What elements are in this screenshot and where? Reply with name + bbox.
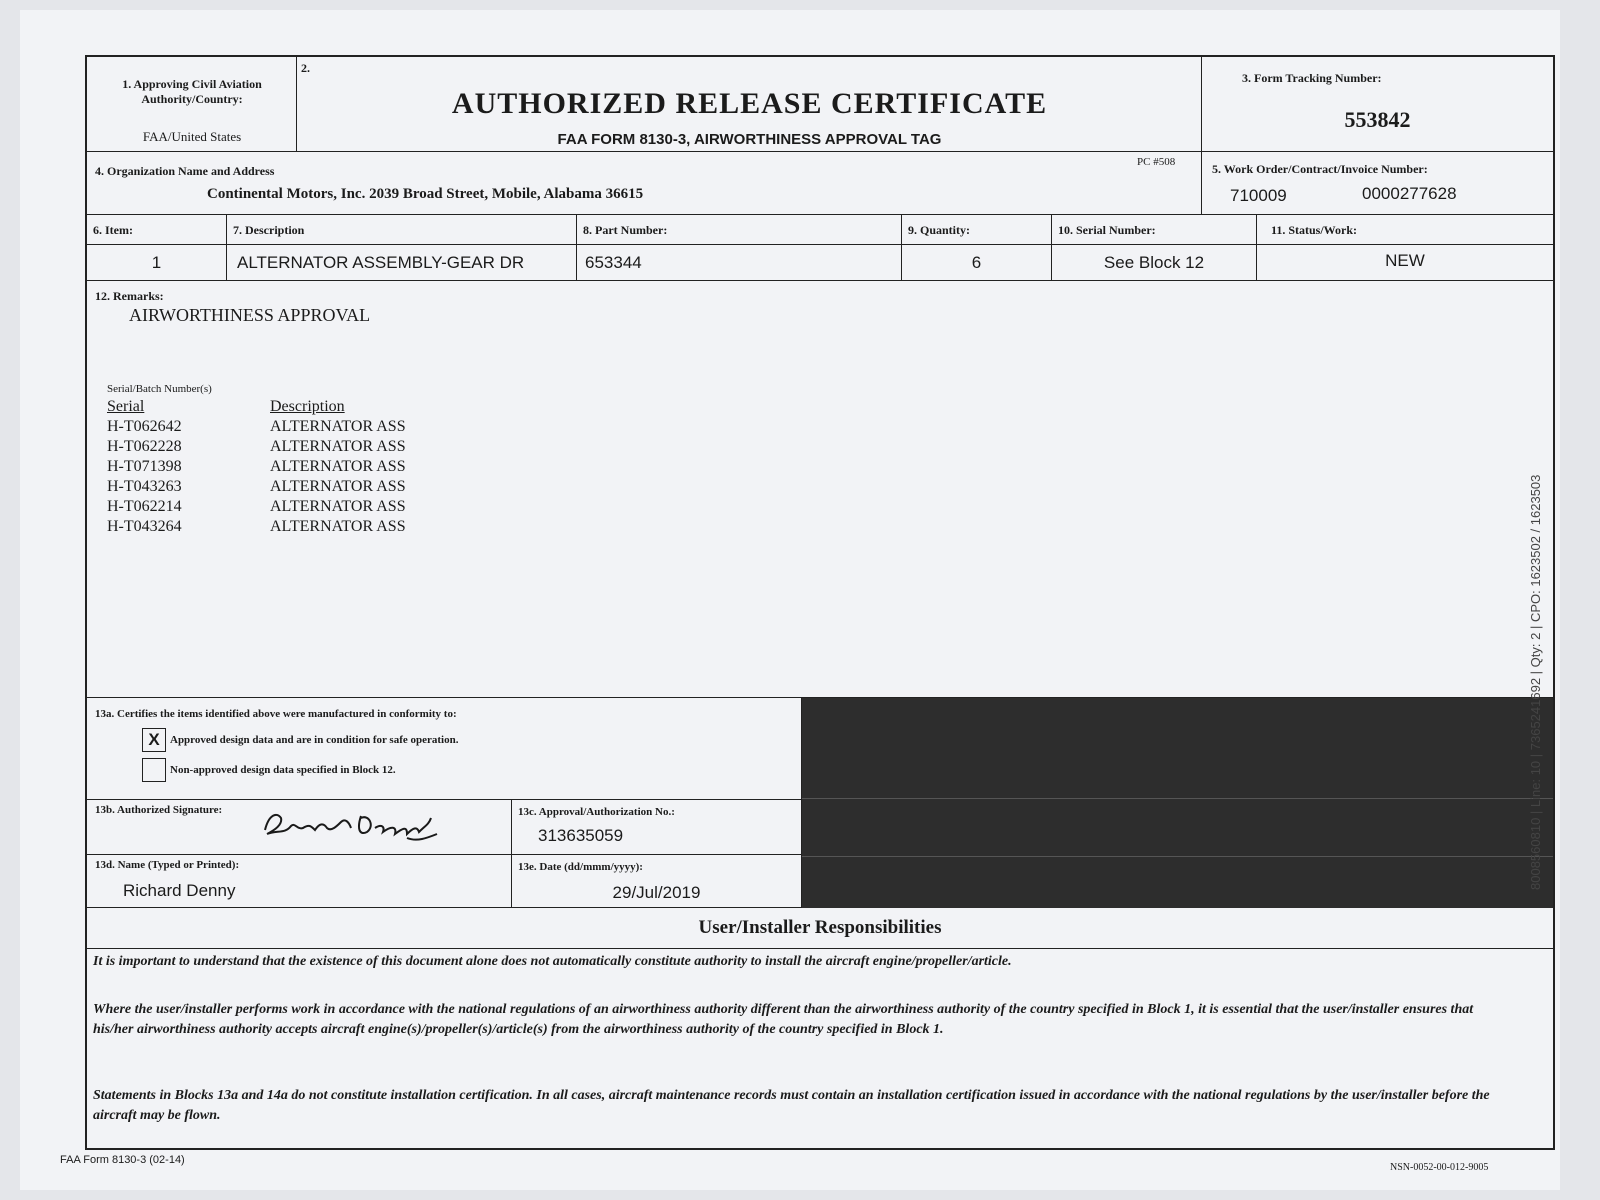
block-4-label: 4. Organization Name and Address	[95, 164, 275, 178]
list-item-serial: H-T071398	[107, 458, 182, 475]
part-number: 653344	[585, 253, 642, 272]
block-13a-label: 13a. Certifies the items identified above were manufactured in conformity to:	[95, 708, 457, 720]
serial-column-header: Serial	[107, 398, 145, 415]
description-header	[227, 215, 577, 244]
redacted-line	[802, 856, 1553, 857]
approving-authority: FAA/United States	[142, 129, 242, 144]
block-13b	[87, 800, 512, 854]
item-row	[87, 245, 1553, 281]
description-column-header: Description	[270, 398, 345, 415]
non-approved-design-label: Non-approved design data specified in Block 12.	[170, 764, 396, 776]
block-13e	[512, 855, 802, 907]
serial-number-cell	[1052, 245, 1257, 280]
block-14-redacted	[802, 698, 1553, 908]
list-item-serial: H-T043263	[107, 478, 182, 495]
block-1	[87, 57, 297, 151]
approved-design-checkbox[interactable]: X	[142, 728, 166, 752]
status-work-header-label: 11. Status/Work:	[1271, 223, 1358, 237]
serial-batch-label: Serial/Batch Number(s)	[107, 383, 212, 395]
certificate-subtitle: FAA FORM 8130-3, AIRWORTHINESS APPROVAL TAG	[557, 131, 942, 148]
list-item-description: ALTERNATOR ASS	[270, 418, 406, 435]
block-13a	[87, 698, 802, 799]
item-number: 1	[151, 253, 162, 272]
block-5	[1202, 152, 1553, 214]
description-column	[270, 397, 470, 537]
authorized-release-certificate-form	[85, 55, 1555, 1150]
form-tracking-number: 553842	[1344, 107, 1411, 132]
signature-image	[257, 804, 457, 850]
certification-date: 29/Jul/2019	[612, 883, 701, 902]
responsibilities-paragraph-3: Statements in Blocks 13a and 14a do not constitute installation certification. In all cases, aircraft maintenance records must contain an installation certification issued in accordance with the national regulations by the user/installer before the aircraft may be flown.	[93, 1088, 1490, 1123]
invoice-number: 0000277628	[1362, 184, 1457, 203]
organization-name-address: Continental Motors, Inc. 2039 Broad Street, Mobile, Alabama 36615	[207, 186, 644, 202]
item-cell	[87, 245, 227, 280]
status-work: NEW	[1385, 251, 1425, 270]
block-13b-label: 13b. Authorized Signature:	[95, 804, 223, 816]
side-shipping-label: 8008560810 | Line: 10 | 7365241692 | Qty: 2 | CPO: 1623502 / 1623503	[1528, 474, 1543, 890]
list-item-serial: H-T062642	[107, 418, 182, 435]
certificate-paper	[20, 10, 1560, 1190]
block-13c-label: 13c. Approval/Authorization No.:	[518, 806, 675, 818]
part-number-header	[577, 215, 902, 244]
remarks-heading: AIRWORTHINESS APPROVAL	[129, 305, 371, 325]
items-header-row	[87, 215, 1553, 245]
approval-authorization-number: 313635059	[538, 826, 624, 845]
non-approved-design-checkbox[interactable]	[142, 758, 166, 782]
description-cell	[227, 245, 577, 280]
block-1-label: 1. Approving Civil Aviation Authority/Country:	[122, 77, 262, 106]
description-header-label: 7. Description	[233, 223, 305, 237]
responsibilities-block	[87, 908, 1553, 1150]
form-id: FAA Form 8130-3 (02-14)	[60, 1154, 185, 1166]
responsibilities-paragraph-2: Where the user/installer performs work in accordance with the national regulations of an airworthiness authority different than the airworthiness authority of the country specified in Block 1, it is essential that the user/installer ensures that his/her airworthiness authority accepts aircraft engine(s)/propeller(s)/article(s) from the airworthiness authority of the country specified in Block 1.	[93, 1002, 1474, 1037]
list-item-description: ALTERNATOR ASS	[270, 498, 406, 515]
quantity-header	[902, 215, 1052, 244]
block-13e-label: 13e. Date (dd/mmm/yyyy):	[518, 861, 643, 873]
block-2	[297, 57, 1202, 151]
status-work-header	[1257, 215, 1553, 244]
status-work-cell	[1257, 245, 1553, 280]
remarks-label: 12. Remarks:	[95, 289, 164, 303]
list-item-description: ALTERNATOR ASS	[270, 438, 406, 455]
signer-name: Richard Denny	[123, 881, 236, 900]
block-13d-label: 13d. Name (Typed or Printed):	[95, 859, 240, 871]
pc-number: PC #508	[1137, 156, 1176, 168]
responsibilities-title: User/Installer Responsibilities	[87, 908, 1553, 949]
list-item-serial: H-T062214	[107, 498, 182, 515]
block-3-label: 3. Form Tracking Number:	[1242, 71, 1382, 85]
block-4	[87, 152, 1202, 214]
remarks-block	[87, 281, 1553, 698]
work-order-number: 710009	[1230, 186, 1287, 205]
part-number-header-label: 8. Part Number:	[583, 223, 668, 237]
quantity-header-label: 9. Quantity:	[908, 223, 971, 237]
responsibilities-paragraph-1: It is important to understand that the existence of this document alone does not automatically constitute authority to install the aircraft engine/propeller/article.	[93, 954, 1012, 969]
nsn-number: NSN-0052-00-012-9005	[1390, 1162, 1489, 1173]
item-description: ALTERNATOR ASSEMBLY-GEAR DR	[237, 253, 525, 272]
organization-row	[87, 152, 1553, 215]
quantity: 6	[971, 253, 982, 272]
quantity-cell	[902, 245, 1052, 280]
block-2-label: 2.	[301, 61, 310, 75]
item-header-label: 6. Item:	[93, 223, 133, 237]
list-item-description: ALTERNATOR ASS	[270, 478, 406, 495]
redacted-line	[802, 798, 1553, 799]
block-13c	[512, 800, 802, 854]
list-item-serial: H-T043264	[107, 518, 182, 535]
approved-design-label: Approved design data and are in condition for safe operation.	[170, 734, 459, 746]
block-3	[1202, 57, 1553, 151]
serial-column	[107, 397, 237, 537]
item-header	[87, 215, 227, 244]
serial-number-header	[1052, 215, 1257, 244]
list-item-description: ALTERNATOR ASS	[270, 518, 406, 535]
certificate-title: AUTHORIZED RELEASE CERTIFICATE	[451, 87, 1048, 120]
serial-number-header-label: 10. Serial Number:	[1058, 223, 1156, 237]
block-13d	[87, 855, 512, 907]
list-item-description: ALTERNATOR ASS	[270, 458, 406, 475]
list-item-serial: H-T062228	[107, 438, 182, 455]
part-number-cell	[577, 245, 902, 280]
header-row	[87, 57, 1553, 152]
block-5-label: 5. Work Order/Contract/Invoice Number:	[1212, 162, 1428, 176]
serial-number: See Block 12	[1103, 253, 1205, 272]
